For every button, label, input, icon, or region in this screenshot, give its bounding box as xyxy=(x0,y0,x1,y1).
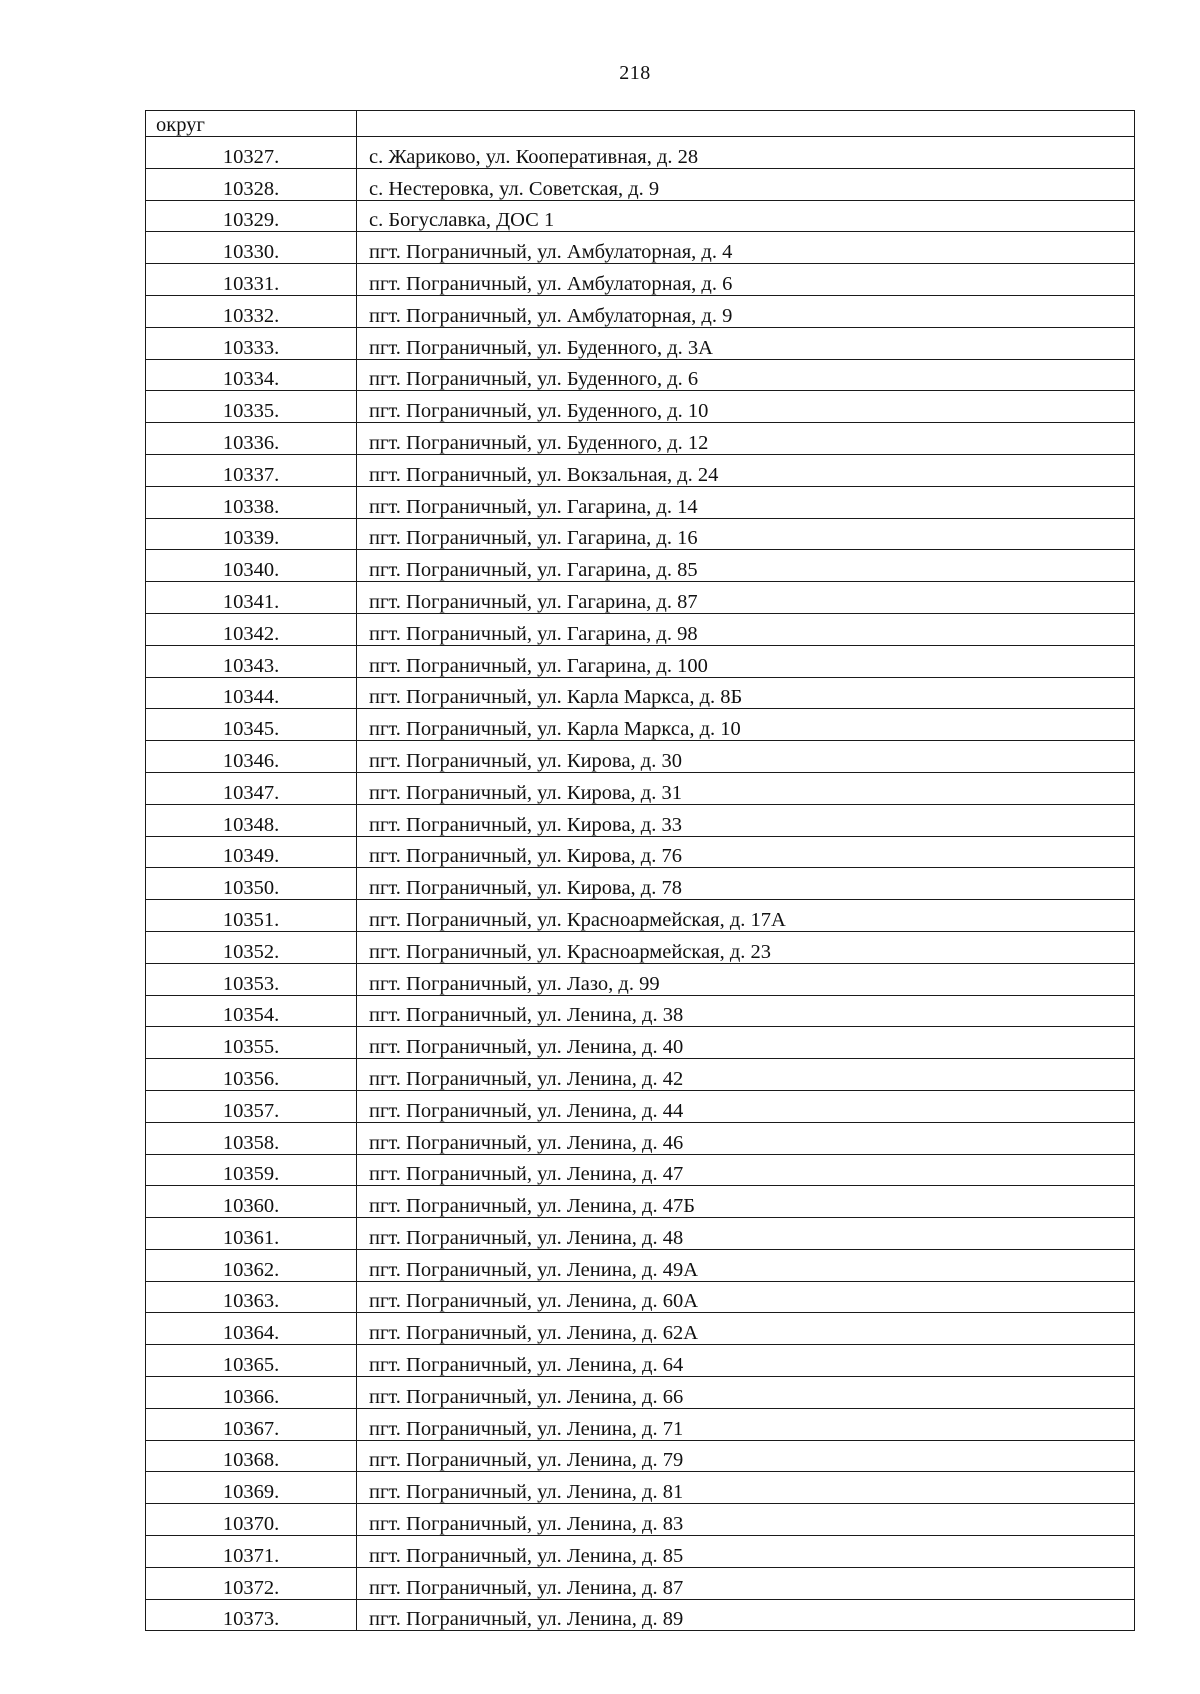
table-row xyxy=(146,1249,1135,1281)
row-number-cell: 10358. xyxy=(146,1122,357,1154)
address-cell: пгт. Пограничный, ул. Ленина, д. 47Б xyxy=(357,1186,1135,1218)
row-number-cell: 10333. xyxy=(146,327,357,359)
address-cell: пгт. Пограничный, ул. Карла Маркса, д. 10 xyxy=(357,709,1135,741)
row-number-cell: 10339. xyxy=(146,518,357,550)
table-row xyxy=(146,1472,1135,1504)
address-cell: пгт. Пограничный, ул. Красноармейская, д. 23 xyxy=(357,931,1135,963)
table-body xyxy=(146,111,1135,1631)
table-row xyxy=(146,518,1135,550)
row-number-cell: 10338. xyxy=(146,486,357,518)
table-row xyxy=(146,1345,1135,1377)
row-number-cell: 10370. xyxy=(146,1504,357,1536)
address-cell: пгт. Пограничный, ул. Кирова, д. 76 xyxy=(357,836,1135,868)
address-cell: пгт. Пограничный, ул. Ленина, д. 66 xyxy=(357,1377,1135,1409)
row-number-cell: 10371. xyxy=(146,1536,357,1568)
table-row xyxy=(146,1408,1135,1440)
table-row xyxy=(146,995,1135,1027)
table-row xyxy=(146,1313,1135,1345)
table-row xyxy=(146,1440,1135,1472)
row-number-cell: 10361. xyxy=(146,1218,357,1250)
row-number-cell: 10343. xyxy=(146,645,357,677)
address-cell: пгт. Пограничный, ул. Буденного, д. 10 xyxy=(357,391,1135,423)
address-cell: пгт. Пограничный, ул. Амбулаторная, д. 9 xyxy=(357,295,1135,327)
row-number-cell: 10337. xyxy=(146,454,357,486)
row-number-cell: 10367. xyxy=(146,1408,357,1440)
row-number-cell: 10364. xyxy=(146,1313,357,1345)
table-row xyxy=(146,1218,1135,1250)
table-row xyxy=(146,359,1135,391)
address-cell: пгт. Пограничный, ул. Лазо, д. 99 xyxy=(357,963,1135,995)
address-cell: пгт. Пограничный, ул. Красноармейская, д. 17А xyxy=(357,900,1135,932)
row-number-cell: 10340. xyxy=(146,550,357,582)
row-number-cell: 10348. xyxy=(146,804,357,836)
table-row xyxy=(146,1122,1135,1154)
row-number-cell: 10366. xyxy=(146,1377,357,1409)
address-cell: пгт. Пограничный, ул. Кирова, д. 30 xyxy=(357,741,1135,773)
address-cell: пгт. Пограничный, ул. Буденного, д. 6 xyxy=(357,359,1135,391)
table-row xyxy=(146,804,1135,836)
row-number-cell: 10330. xyxy=(146,232,357,264)
row-number-cell: 10352. xyxy=(146,931,357,963)
address-cell: пгт. Пограничный, ул. Ленина, д. 40 xyxy=(357,1027,1135,1059)
address-cell: пгт. Пограничный, ул. Ленина, д. 64 xyxy=(357,1345,1135,1377)
table-row xyxy=(146,550,1135,582)
row-number-cell: 10360. xyxy=(146,1186,357,1218)
row-number-cell: 10346. xyxy=(146,741,357,773)
row-number-cell: 10344. xyxy=(146,677,357,709)
table-row xyxy=(146,1504,1135,1536)
table-row xyxy=(146,931,1135,963)
address-cell: пгт. Пограничный, ул. Гагарина, д. 16 xyxy=(357,518,1135,550)
row-number-cell: 10353. xyxy=(146,963,357,995)
address-cell: с. Нестеровка, ул. Советская, д. 9 xyxy=(357,168,1135,200)
header-cell-address xyxy=(357,111,1135,137)
row-number-cell: 10349. xyxy=(146,836,357,868)
row-number-cell: 10335. xyxy=(146,391,357,423)
row-number-cell: 10365. xyxy=(146,1345,357,1377)
row-number-cell: 10362. xyxy=(146,1249,357,1281)
table-row xyxy=(146,1090,1135,1122)
address-cell: пгт. Пограничный, ул. Гагарина, д. 14 xyxy=(357,486,1135,518)
address-cell: пгт. Пограничный, ул. Ленина, д. 71 xyxy=(357,1408,1135,1440)
address-cell: пгт. Пограничный, ул. Гагарина, д. 100 xyxy=(357,645,1135,677)
address-cell: пгт. Пограничный, ул. Гагарина, д. 85 xyxy=(357,550,1135,582)
header-cell-district: округ xyxy=(146,111,357,137)
table-row xyxy=(146,1536,1135,1568)
table-row xyxy=(146,645,1135,677)
row-number-cell: 10359. xyxy=(146,1154,357,1186)
polling-station-table xyxy=(145,110,1135,1631)
row-number-cell: 10350. xyxy=(146,868,357,900)
address-cell: пгт. Пограничный, ул. Ленина, д. 60А xyxy=(357,1281,1135,1313)
table-row xyxy=(146,613,1135,645)
row-number-cell: 10328. xyxy=(146,168,357,200)
row-number-cell: 10336. xyxy=(146,423,357,455)
address-cell: пгт. Пограничный, ул. Ленина, д. 62А xyxy=(357,1313,1135,1345)
row-number-cell: 10351. xyxy=(146,900,357,932)
address-cell: пгт. Пограничный, ул. Буденного, д. 3А xyxy=(357,327,1135,359)
address-cell: пгт. Пограничный, ул. Ленина, д. 38 xyxy=(357,995,1135,1027)
address-cell: пгт. Пограничный, ул. Ленина, д. 42 xyxy=(357,1059,1135,1091)
address-cell: пгт. Пограничный, ул. Ленина, д. 47 xyxy=(357,1154,1135,1186)
table-row xyxy=(146,264,1135,296)
row-number-cell: 10341. xyxy=(146,582,357,614)
table-row xyxy=(146,327,1135,359)
table-row xyxy=(146,295,1135,327)
table-header-row xyxy=(146,111,1135,137)
table-row xyxy=(146,168,1135,200)
row-number-cell: 10356. xyxy=(146,1059,357,1091)
table-row xyxy=(146,1154,1135,1186)
address-cell: пгт. Пограничный, ул. Карла Маркса, д. 8Б xyxy=(357,677,1135,709)
address-cell: пгт. Пограничный, ул. Амбулаторная, д. 4 xyxy=(357,232,1135,264)
table-row xyxy=(146,868,1135,900)
table-row xyxy=(146,772,1135,804)
table-row xyxy=(146,582,1135,614)
row-number-cell: 10357. xyxy=(146,1090,357,1122)
table-row xyxy=(146,963,1135,995)
row-number-cell: 10355. xyxy=(146,1027,357,1059)
address-cell: пгт. Пограничный, ул. Ленина, д. 48 xyxy=(357,1218,1135,1250)
address-cell: пгт. Пограничный, ул. Ленина, д. 46 xyxy=(357,1122,1135,1154)
address-cell: пгт. Пограничный, ул. Гагарина, д. 98 xyxy=(357,613,1135,645)
address-cell: пгт. Пограничный, ул. Ленина, д. 81 xyxy=(357,1472,1135,1504)
address-cell: пгт. Пограничный, ул. Кирова, д. 78 xyxy=(357,868,1135,900)
table-row xyxy=(146,1059,1135,1091)
address-cell: пгт. Пограничный, ул. Амбулаторная, д. 6 xyxy=(357,264,1135,296)
table-row xyxy=(146,741,1135,773)
row-number-cell: 10345. xyxy=(146,709,357,741)
table-row xyxy=(146,677,1135,709)
address-cell: пгт. Пограничный, ул. Ленина, д. 89 xyxy=(357,1599,1135,1631)
address-cell: пгт. Пограничный, ул. Ленина, д. 44 xyxy=(357,1090,1135,1122)
table-row xyxy=(146,900,1135,932)
table-row xyxy=(146,1599,1135,1631)
address-cell: пгт. Пограничный, ул. Ленина, д. 85 xyxy=(357,1536,1135,1568)
table-row xyxy=(146,486,1135,518)
address-cell: пгт. Пограничный, ул. Вокзальная, д. 24 xyxy=(357,454,1135,486)
table-row xyxy=(146,137,1135,169)
row-number-cell: 10373. xyxy=(146,1599,357,1631)
address-cell: пгт. Пограничный, ул. Гагарина, д. 87 xyxy=(357,582,1135,614)
address-cell: пгт. Пограничный, ул. Кирова, д. 31 xyxy=(357,772,1135,804)
table-row xyxy=(146,709,1135,741)
row-number-cell: 10334. xyxy=(146,359,357,391)
row-number-cell: 10327. xyxy=(146,137,357,169)
table-row xyxy=(146,1027,1135,1059)
table-row xyxy=(146,1281,1135,1313)
table-row xyxy=(146,1567,1135,1599)
table-row xyxy=(146,200,1135,232)
table-row xyxy=(146,836,1135,868)
address-cell: с. Жариково, ул. Кооперативная, д. 28 xyxy=(357,137,1135,169)
address-cell: пгт. Пограничный, ул. Ленина, д. 79 xyxy=(357,1440,1135,1472)
address-cell: пгт. Пограничный, ул. Ленина, д. 83 xyxy=(357,1504,1135,1536)
row-number-cell: 10368. xyxy=(146,1440,357,1472)
table-row xyxy=(146,1377,1135,1409)
row-number-cell: 10329. xyxy=(146,200,357,232)
address-cell: пгт. Пограничный, ул. Кирова, д. 33 xyxy=(357,804,1135,836)
address-cell: пгт. Пограничный, ул. Ленина, д. 87 xyxy=(357,1567,1135,1599)
row-number-cell: 10372. xyxy=(146,1567,357,1599)
page-number: 218 xyxy=(619,62,651,84)
row-number-cell: 10363. xyxy=(146,1281,357,1313)
table-row xyxy=(146,1186,1135,1218)
row-number-cell: 10342. xyxy=(146,613,357,645)
address-cell: пгт. Пограничный, ул. Буденного, д. 12 xyxy=(357,423,1135,455)
table-row xyxy=(146,423,1135,455)
row-number-cell: 10331. xyxy=(146,264,357,296)
table-row xyxy=(146,454,1135,486)
table-row xyxy=(146,232,1135,264)
row-number-cell: 10347. xyxy=(146,772,357,804)
row-number-cell: 10369. xyxy=(146,1472,357,1504)
row-number-cell: 10354. xyxy=(146,995,357,1027)
address-cell: пгт. Пограничный, ул. Ленина, д. 49А xyxy=(357,1249,1135,1281)
row-number-cell: 10332. xyxy=(146,295,357,327)
address-cell: с. Богуславка, ДОС 1 xyxy=(357,200,1135,232)
table-row xyxy=(146,391,1135,423)
